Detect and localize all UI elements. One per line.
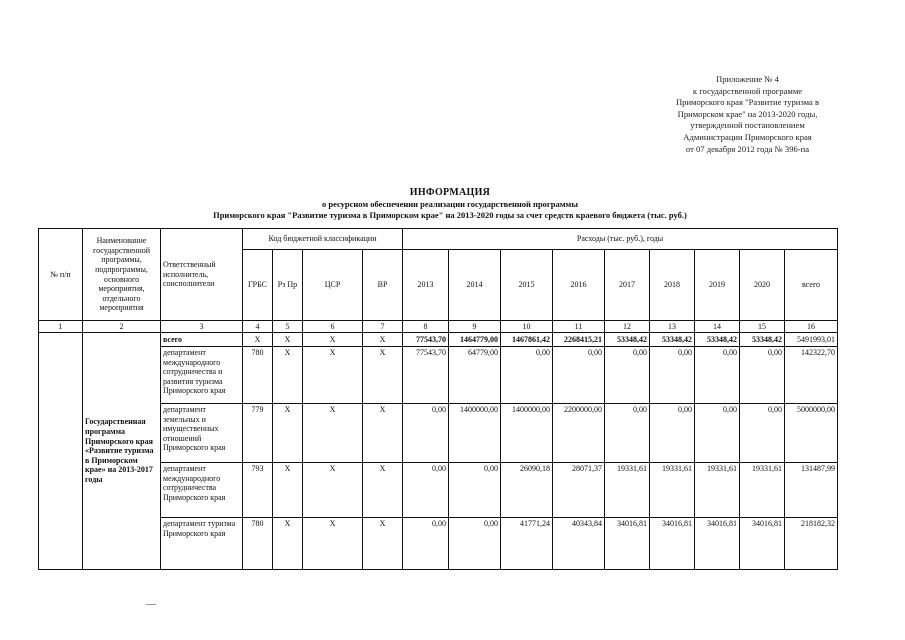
value-cell: 0,00 <box>605 347 650 404</box>
rzpr-cell: X <box>273 333 303 347</box>
value-cell: 26090,18 <box>501 463 553 518</box>
header-year: 2020 <box>740 250 785 321</box>
header-year: 2019 <box>695 250 740 321</box>
value-cell: 1464779,00 <box>449 333 501 347</box>
vr-cell: X <box>363 333 403 347</box>
header-year: 2016 <box>553 250 605 321</box>
value-cell: 1400000,00 <box>501 404 553 463</box>
approval-line: Администрации Приморского края <box>683 131 812 142</box>
column-number: 4 <box>243 321 273 333</box>
header-year: 2013 <box>403 250 449 321</box>
header-num: № п/п <box>39 229 83 321</box>
value-cell: 34016,81 <box>740 518 785 570</box>
value-cell: 77543,70 <box>403 347 449 404</box>
responsible-cell: департамент международного сотрудничества и развития туризма Приморского края <box>161 347 243 404</box>
header-budget-code: Код бюджетной классификации <box>243 229 403 250</box>
header-year: 2018 <box>650 250 695 321</box>
header-year: 2014 <box>449 250 501 321</box>
value-cell: 28071,37 <box>553 463 605 518</box>
value-cell: 19331,61 <box>605 463 650 518</box>
table-header-row <box>39 229 838 250</box>
approval-line: Приморского края "Развитие туризма в <box>675 97 820 108</box>
rzpr-cell: X <box>273 404 303 463</box>
rzpr-cell: X <box>273 518 303 570</box>
value-cell: 0,00 <box>449 518 501 570</box>
document-title: ИНФОРМАЦИЯ <box>409 187 491 198</box>
column-number: 9 <box>449 321 501 333</box>
grbs-cell: 793 <box>243 463 273 518</box>
column-number: 14 <box>695 321 740 333</box>
vr-cell: X <box>363 404 403 463</box>
resource-table <box>38 228 838 570</box>
csr-cell: X <box>303 404 363 463</box>
value-cell: 0,00 <box>740 347 785 404</box>
rzpr-cell: X <box>273 347 303 404</box>
value-cell: 64779,00 <box>449 347 501 404</box>
approval-line: Приложение № 4 <box>716 74 779 84</box>
column-number: 5 <box>273 321 303 333</box>
value-cell: 0,00 <box>501 347 553 404</box>
document-heading <box>60 187 840 221</box>
grbs-cell: 780 <box>243 347 273 404</box>
csr-cell: X <box>303 333 363 347</box>
document-subtitle: о ресурсном обеспечении реализации государственной программы <box>321 199 578 209</box>
value-cell: 2268415,21 <box>553 333 605 347</box>
value-cell: 40343,84 <box>553 518 605 570</box>
document-subtitle-program: Приморского края "Развитие туризма в Приморском крае" на 2013-2020 годы за счет средств краевого бюджета (тыс. руб.) <box>213 210 687 220</box>
header-year: 2017 <box>605 250 650 321</box>
value-cell: 41771,24 <box>501 518 553 570</box>
value-cell: 34016,81 <box>605 518 650 570</box>
responsible-cell: всего <box>161 333 243 347</box>
value-cell: 0,00 <box>695 404 740 463</box>
column-number: 12 <box>605 321 650 333</box>
csr-cell: X <box>303 347 363 404</box>
table-row <box>39 333 838 347</box>
grbs-cell: 780 <box>243 518 273 570</box>
value-cell: 0,00 <box>605 404 650 463</box>
value-cell: 0,00 <box>403 518 449 570</box>
column-number: 3 <box>161 321 243 333</box>
header-csr: ЦСР <box>303 250 363 321</box>
total-cell: 131487,99 <box>785 463 838 518</box>
header-year: 2015 <box>501 250 553 321</box>
header-total: всего <box>785 250 838 321</box>
approval-line: утвержденной постановлением <box>690 120 805 131</box>
column-number: 16 <box>785 321 838 333</box>
vr-cell: X <box>363 463 403 518</box>
total-cell: 218182,32 <box>785 518 838 570</box>
value-cell: 1467861,42 <box>501 333 553 347</box>
approval-line: к государственной программе <box>692 85 803 96</box>
value-cell: 34016,81 <box>695 518 740 570</box>
header-name: Наименование государственной программы, подпрограммы, основного мероприятия, отдельного мероприятия <box>83 229 161 321</box>
header-rzpr: Рз Пр <box>273 250 303 321</box>
value-cell: 0,00 <box>650 404 695 463</box>
row-number-cell <box>39 333 83 570</box>
value-cell: 2200000,00 <box>553 404 605 463</box>
column-number: 1 <box>39 321 83 333</box>
responsible-cell: департамент земельных и имущественных отношений Приморского края <box>161 404 243 463</box>
value-cell: 53348,42 <box>740 333 785 347</box>
header-vr: ВР <box>363 250 403 321</box>
value-cell: 0,00 <box>553 347 605 404</box>
vr-cell: X <box>363 347 403 404</box>
total-cell: 142322,70 <box>785 347 838 404</box>
grbs-cell: 779 <box>243 404 273 463</box>
value-cell: 34016,81 <box>650 518 695 570</box>
value-cell: 0,00 <box>403 463 449 518</box>
value-cell: 53348,42 <box>605 333 650 347</box>
column-number: 11 <box>553 321 605 333</box>
header-expenses: Расходы (тыс. руб.), годы <box>403 229 838 250</box>
header-responsible: Ответственный исполнитель, соисполнители <box>161 229 243 321</box>
csr-cell: X <box>303 518 363 570</box>
vr-cell: X <box>363 518 403 570</box>
column-number: 6 <box>303 321 363 333</box>
total-cell: 5491993,01 <box>785 333 838 347</box>
value-cell: 1400000,00 <box>449 404 501 463</box>
value-cell: 0,00 <box>695 347 740 404</box>
column-number: 10 <box>501 321 553 333</box>
column-number: 13 <box>650 321 695 333</box>
column-number: 8 <box>403 321 449 333</box>
total-cell: 5000000,00 <box>785 404 838 463</box>
approval-line: Приморском крае" на 2013-2020 годы, <box>677 108 818 119</box>
value-cell: 0,00 <box>403 404 449 463</box>
approval-note <box>640 74 855 155</box>
responsible-cell: департамент туризма Приморского края <box>161 518 243 570</box>
grbs-cell: X <box>243 333 273 347</box>
column-number-row <box>39 321 838 333</box>
column-number: 7 <box>363 321 403 333</box>
value-cell: 0,00 <box>449 463 501 518</box>
column-number: 2 <box>83 321 161 333</box>
value-cell: 19331,61 <box>695 463 740 518</box>
approval-line: от 07 декабря 2012 года № 396-па <box>685 143 810 154</box>
header-grbs: ГРБС <box>243 250 273 321</box>
csr-cell: X <box>303 463 363 518</box>
responsible-cell: департамент международного сотрудничества Приморского края <box>161 463 243 518</box>
value-cell: 0,00 <box>650 347 695 404</box>
rzpr-cell: X <box>273 463 303 518</box>
value-cell: 53348,42 <box>695 333 740 347</box>
footnote-mark <box>146 604 156 605</box>
value-cell: 53348,42 <box>650 333 695 347</box>
column-number: 15 <box>740 321 785 333</box>
program-name-cell: Государственная программа Приморского края «Развитие туризма в Приморском крае» на 2013-2017 годы <box>83 333 161 570</box>
value-cell: 77543,70 <box>403 333 449 347</box>
value-cell: 0,00 <box>740 404 785 463</box>
value-cell: 19331,61 <box>650 463 695 518</box>
value-cell: 19331,61 <box>740 463 785 518</box>
